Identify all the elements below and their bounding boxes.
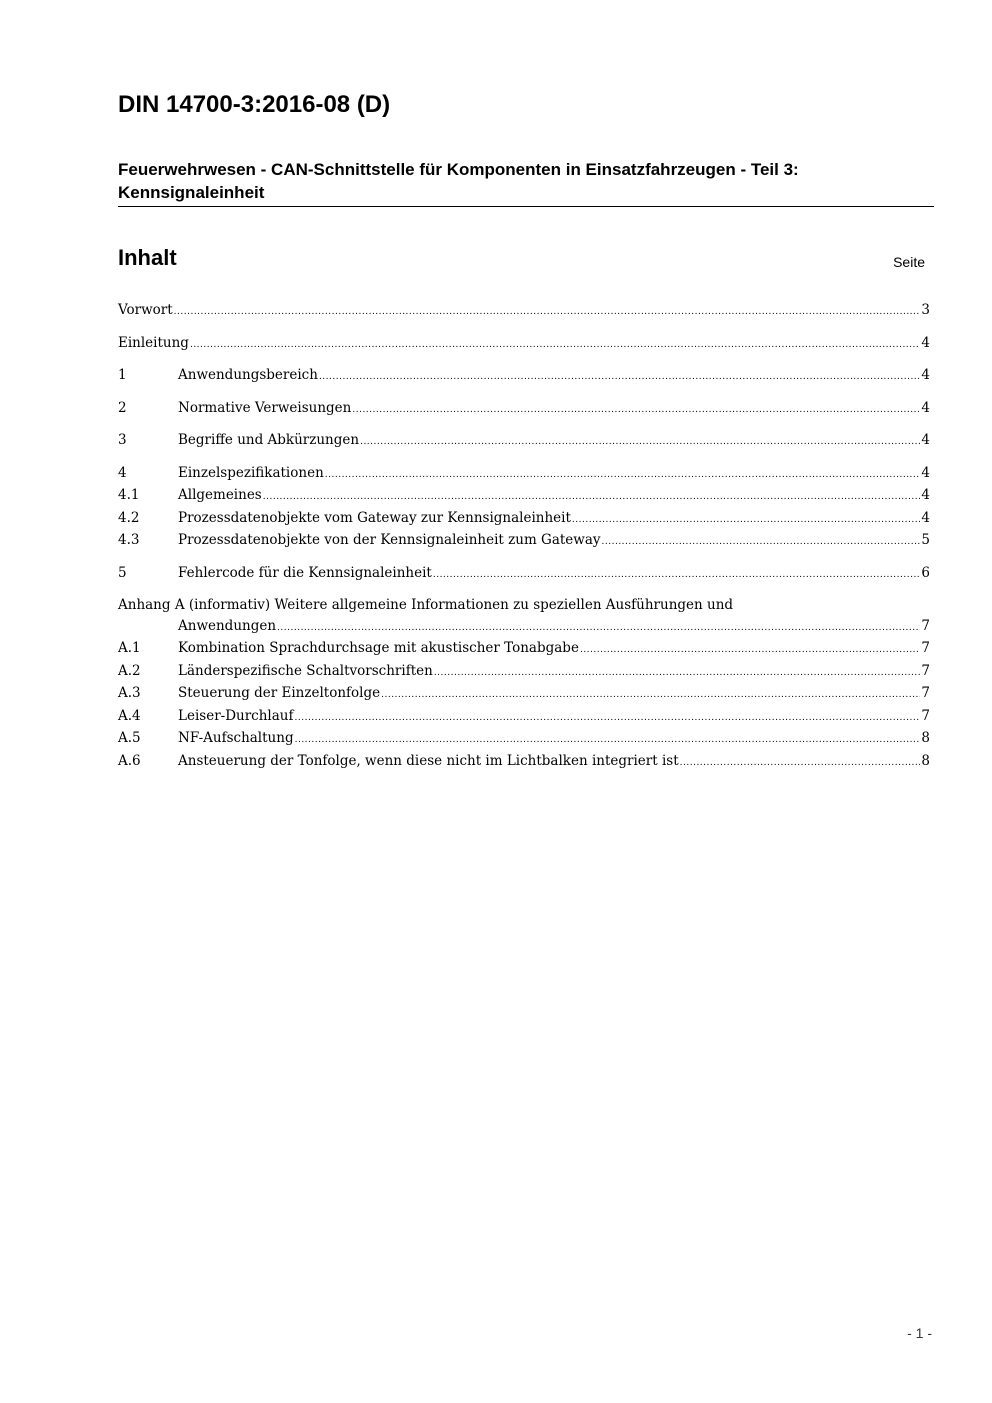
toc-entry-4-2[interactable] <box>118 508 930 531</box>
toc-entry-text: Prozessdatenobjekte von der Kennsignaleinheit zum Gateway <box>178 532 601 548</box>
toc-entry-text: Fehlercode für die Kennsignaleinheit <box>178 564 432 581</box>
toc-entry-number: 4 <box>118 464 127 481</box>
toc-entry-vorwort[interactable] <box>118 300 930 323</box>
toc-entry-5[interactable] <box>118 563 930 586</box>
dot-leader <box>295 708 921 729</box>
toc-entry-page: 4 <box>921 367 930 383</box>
toc-entry-page: 7 <box>921 685 930 701</box>
toc-entry-a-3[interactable] <box>118 683 930 706</box>
toc-entry-text: Vorwort <box>118 302 173 318</box>
toc-entry-number: 4.2 <box>118 509 140 526</box>
toc-entry-number: 1 <box>118 367 127 383</box>
toc-entry-number: A.3 <box>118 685 141 701</box>
dot-leader <box>352 400 920 421</box>
toc-entry-text: Allgemeines <box>178 487 262 503</box>
toc-entry-page: 4 <box>921 464 930 481</box>
dot-leader <box>680 753 921 774</box>
toc-entry-annex-a[interactable] <box>118 595 930 638</box>
toc-entry-number: 5 <box>118 564 127 581</box>
toc-entry-text: Prozessdatenobjekte vom Gateway zur Kennsignaleinheit <box>178 509 571 526</box>
toc-entry-text: Einzelspezifikationen <box>178 464 324 481</box>
dot-leader <box>580 640 920 661</box>
toc-entry-page: 8 <box>921 730 930 746</box>
toc-entry-text: Kombination Sprachdurchsage mit akustischer Tonabgabe <box>178 640 579 656</box>
document-title: DIN 14700-3:2016-08 (D) <box>118 91 391 118</box>
toc-entry-page: 7 <box>921 707 930 724</box>
toc-entry-text: Ansteuerung der Tonfolge, wenn diese nicht im Lichtbalken integriert ist <box>178 752 679 769</box>
toc-entry-number: 4.1 <box>118 487 140 503</box>
toc-entry-a-4[interactable] <box>118 706 930 729</box>
toc-entry-3[interactable] <box>118 430 930 453</box>
dot-leader <box>381 685 920 706</box>
toc-entry-a-1[interactable] <box>118 638 930 661</box>
toc-entry-page: 4 <box>921 432 930 448</box>
dot-leader <box>277 618 920 639</box>
toc-entry-page: 4 <box>921 487 930 503</box>
toc-entry-number: 4.3 <box>118 532 140 548</box>
toc-entry-text: NF-Aufschaltung <box>178 730 294 746</box>
toc-entry-2[interactable] <box>118 398 930 421</box>
page-number: - 1 - <box>907 1325 932 1341</box>
toc-heading: Inhalt <box>118 245 177 270</box>
toc-entry-page: 5 <box>921 532 930 548</box>
toc-entry-text: Einleitung <box>118 334 189 351</box>
dot-leader <box>434 663 921 684</box>
dot-leader <box>190 335 920 356</box>
toc-entry-4-3[interactable] <box>118 530 930 553</box>
toc-annex-title-line1: Anhang A (informativ) Weitere allgemeine Informationen zu speziellen Ausführungen und <box>118 597 734 613</box>
toc-page-column-label: Seite <box>893 254 925 270</box>
toc-entry-number: A.2 <box>118 662 141 679</box>
toc-entry-number: 2 <box>118 399 127 416</box>
toc-entry-page: 3 <box>921 302 930 318</box>
toc-entry-number: A.1 <box>118 640 141 656</box>
toc-entry-number: A.5 <box>118 730 141 746</box>
toc-entry-page: 8 <box>921 752 930 769</box>
toc-entry-text: Leiser-Durchlauf <box>178 707 294 724</box>
toc-entry-page: 4 <box>921 399 930 416</box>
dot-leader <box>174 302 921 323</box>
toc-entry-1[interactable] <box>118 365 930 388</box>
document-subtitle: Feuerwehrwesen - CAN-Schnittstelle für Komponenten in Einsatzfahrzeugen - Teil 3: Kennsignaleinheit <box>118 160 799 202</box>
toc-entry-einleitung[interactable] <box>118 333 930 356</box>
toc-entry-text: Länderspezifische Schaltvorschriften <box>178 662 433 679</box>
toc-entry-page: 7 <box>921 662 930 679</box>
toc-entry-number: 3 <box>118 432 127 448</box>
toc-entry-page: 6 <box>921 564 930 581</box>
toc-entry-page: 4 <box>921 509 930 526</box>
toc-entry-page: 7 <box>921 640 930 656</box>
toc-entry-page: 7 <box>921 617 930 634</box>
toc-entry-text: Steuerung der Einzeltonfolge <box>178 685 381 701</box>
dot-leader <box>263 487 921 508</box>
toc-entry-text: Anwendungsbereich <box>178 367 318 383</box>
toc-entry-a-2[interactable] <box>118 661 930 684</box>
toc-entry-number: A.6 <box>118 752 141 769</box>
toc-entry-text: Begriffe und Abkürzungen <box>178 432 360 448</box>
toc-annex-title-line2 <box>118 616 930 639</box>
toc-entry-number: A.4 <box>118 707 141 724</box>
dot-leader <box>360 432 920 453</box>
dot-leader <box>319 367 920 388</box>
toc-entry-page: 4 <box>921 334 930 351</box>
dot-leader <box>325 465 921 486</box>
table-of-contents <box>118 300 930 773</box>
dot-leader <box>602 532 921 553</box>
toc-entry-4-1[interactable] <box>118 485 930 508</box>
toc-entry-a-5[interactable] <box>118 728 930 751</box>
dot-leader <box>295 730 921 751</box>
toc-entry-a-6[interactable] <box>118 751 930 774</box>
toc-entry-4[interactable] <box>118 463 930 486</box>
title-divider <box>118 206 934 207</box>
dot-leader <box>433 565 921 586</box>
toc-entry-text: Anwendungen <box>178 617 277 634</box>
toc-entry-text: Normative Verweisungen <box>178 399 352 416</box>
dot-leader <box>572 510 921 531</box>
